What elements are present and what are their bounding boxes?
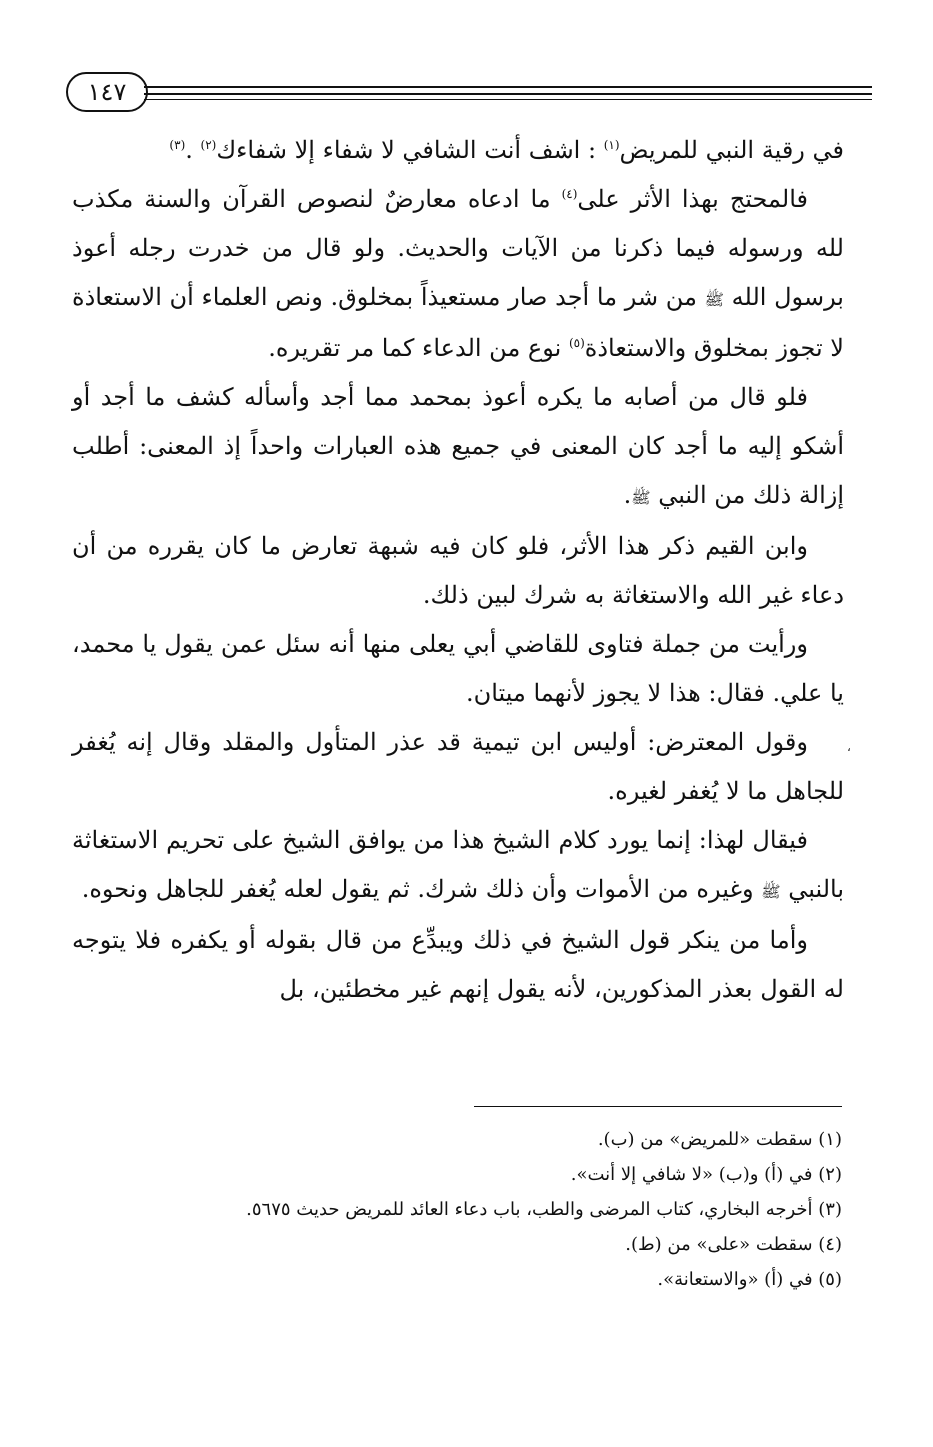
paragraph: ورأيت من جملة فتاوى للقاضي أبي يعلى منها أنه سئل عمن يقول يا محمد، يا علي. فقال: هذا لا يجوز لأنهما ميتان. (72, 630, 844, 707)
text-run: في رقية النبي للمريض (619, 136, 844, 164)
footnote-ref[interactable]: (٢) (200, 138, 217, 152)
header-rule (144, 93, 872, 95)
paragraph (72, 373, 844, 522)
margin-mark: ، (847, 740, 851, 754)
header-rule (144, 99, 872, 100)
text-run: من شر ما أجد صار مستعيذاً بمخلوق. ونص العلماء أن الاستعاذة لا تجوز بمخلوق والاستعاذة (72, 283, 844, 362)
text-run: نوع من الدعاء كما مر تقريره. (268, 334, 569, 362)
salawat-glyph: ﷺ (704, 290, 724, 309)
text-run: : اشف أنت الشافي لا شفاء إلا شفاءك (216, 136, 604, 164)
footnote-item: (٤) سقطت «على» من (ط). (625, 1234, 842, 1255)
footnote-ref[interactable]: (٥) (568, 336, 585, 350)
main-text (72, 126, 844, 1014)
page-number-badge: ١٤٧ (66, 72, 148, 112)
paragraph: وابن القيم ذكر هذا الأثر، فلو كان فيه شبهة تعارض ما كان يقرره من أن دعاء غير الله والاستغاثة به شرك لبين ذلك. (72, 532, 844, 609)
paragraph (72, 175, 844, 373)
footnotes (72, 1122, 842, 1297)
text-run: فيقال لهذا: إنما يورد كلام الشيخ هذا من يوافق الشيخ على تحريم الاستغاثة بالنبي (72, 826, 844, 903)
footnote-ref[interactable]: (١) (603, 138, 620, 152)
salawat-glyph: ﷺ (631, 488, 651, 507)
footnote-ref[interactable]: (٣) (169, 138, 186, 152)
text-run: . (185, 136, 201, 164)
footnote-item: (١) سقطت «للمريض» من (ب). (597, 1129, 842, 1150)
paragraph (72, 816, 844, 916)
salawat-glyph: ﷺ (761, 882, 781, 901)
footnote-separator (474, 1106, 842, 1107)
text-run: وغيره من الأموات وأن ذلك شرك. ثم يقول لعله يُغفر للجاهل ونحوه. (81, 875, 762, 903)
footnote-item: (٣) أخرجه البخاري، كتاب المرضى والطب، باب دعاء العائد للمريض حديث ٥٦٧٥. (246, 1199, 842, 1220)
text-run: فالمحتج بهذا الأثر على (577, 185, 809, 213)
text-run: ما ادعاه معارضٌ لنصوص القرآن والسنة مكذب لله ورسوله فيما ذكرنا من الآيات والحديث. ولو قال من خدرت رجله أعوذ برسول الله (72, 185, 844, 311)
paragraph: وقول المعترض: أوليس ابن تيمية قد عذر المتأول والمقلد وقال إنه يُغفر للجاهل ما لا يُغفر لغيره. (72, 728, 844, 805)
text-run: . (623, 481, 632, 509)
paragraph (72, 126, 844, 175)
paragraph: وأما من ينكر قول الشيخ في ذلك ويبدِّع من قال بقوله أو يكفره فلا يتوجه له القول بعذر المذكورين، لأنه يقول إنهم غير مخطئين، بل (72, 926, 844, 1003)
footnote-item: (٥) في (أ) «والاستعانة». (657, 1269, 842, 1290)
footnote-ref[interactable]: (٤) (561, 187, 578, 201)
header-rule (144, 86, 872, 88)
text-run: فلو قال من أصابه ما يكره أعوذ بمحمد مما أجد وأسأله كشف ما أجد أو أشكو إليه ما أجد كان المعنى في جميع هذه العبارات واحداً إذ المعنى: أطلب إزالة ذلك من النبي (72, 383, 844, 509)
footnote-item: (٢) في (أ) و(ب) «لا شافي إلا أنت». (570, 1164, 842, 1185)
page-header (66, 72, 872, 118)
